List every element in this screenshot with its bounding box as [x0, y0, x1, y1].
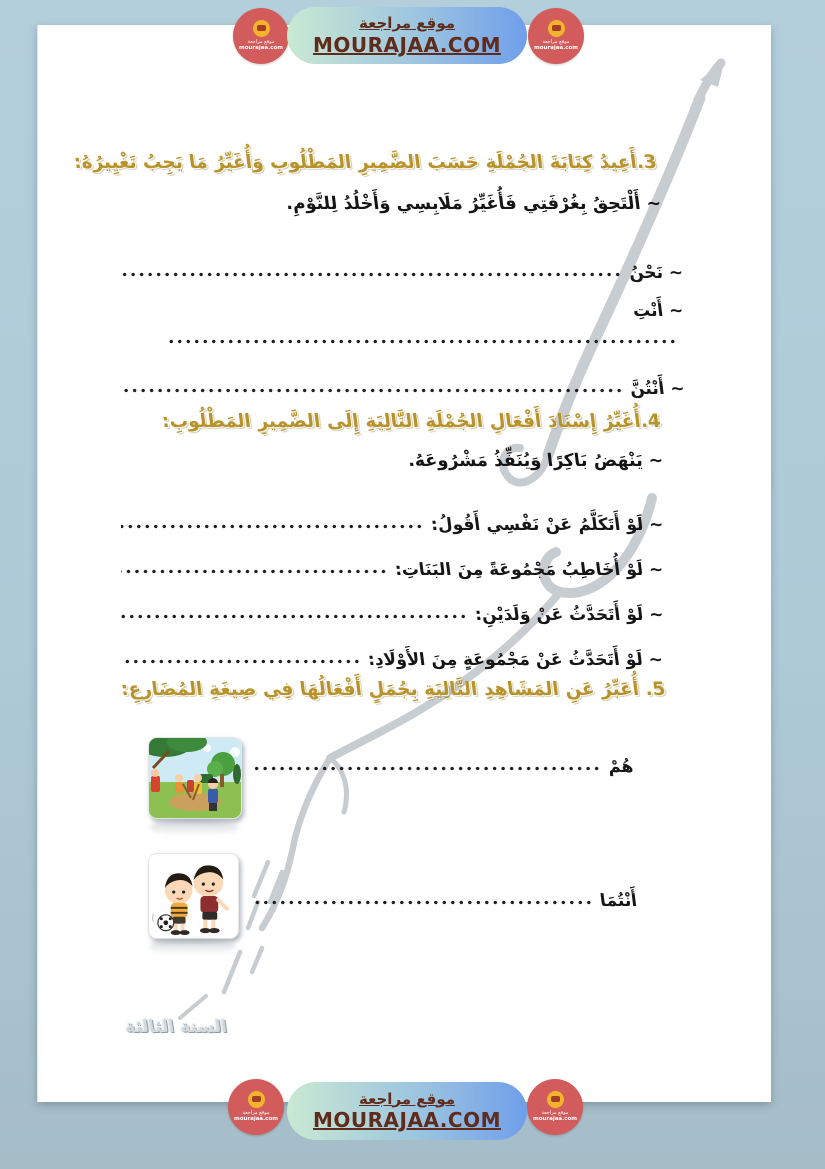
mourajaa-badge — [528, 8, 584, 64]
question-3-sentence: ~ أَلْتَحِقُ بِغُرْفَتِي فَأُغَيِّرُ مَلَابِسِي وَأَخْلُدُ لِلنَّوْمِ. — [284, 194, 663, 214]
badge-site-url: mourajaa.com — [532, 1116, 578, 1123]
site-domain-link[interactable]: MOURAJAA.COM — [313, 32, 501, 57]
park-planting-illustration — [149, 738, 241, 818]
site-domain-link[interactable]: MOURAJAA.COM — [313, 1108, 501, 1133]
answer-row-antunna — [123, 365, 685, 399]
prompt-first-person: ~ لَوْ أَتَكَلَّمُ عَنْ نَفْسِي أَقُولُ: — [429, 515, 665, 535]
answer-row-anti — [633, 287, 683, 321]
badge-site-name: موقع مراجعة — [541, 1109, 569, 1116]
answer-blank-line — [121, 612, 468, 621]
scene-image-park-planting — [148, 737, 242, 819]
badge-site-url: mourajaa.com — [238, 45, 284, 52]
header-banner — [287, 7, 527, 64]
answer-blank-line — [255, 898, 593, 907]
worksheet-page — [37, 25, 771, 1102]
answer-blank-line — [121, 567, 388, 576]
mourajaa-logo-icon — [253, 20, 270, 37]
prompt-girls-group: ~ لَوْ أُخَاطِبُ مَجْمُوعَةً مِنَ البَنَاتِ: — [393, 560, 665, 580]
badge-site-url: mourajaa.com — [533, 45, 579, 52]
site-name-arabic: موقع مراجعة — [358, 14, 456, 33]
question-5-header: 5. أُعَبِّرُ عَنِ المَشَاهِدِ التَّالِيَةِ بِجُمَلٍ أَفْعَالُهَا فِي صِيغَةِ المُضَارِعِ: — [119, 679, 667, 700]
answer-row-boys-group — [121, 636, 663, 670]
mourajaa-badge — [527, 1079, 583, 1135]
prompt-boys-group: ~ لَوْ أَتَحَدَّثُ عَنْ مَجْمُوعَةٍ مِنَ الأَوْلَادِ: — [366, 650, 665, 670]
grade-level-label: السنة الثالثة — [123, 1017, 229, 1037]
pronoun-nahnu: ~ نَحْنُ — [627, 263, 685, 283]
answer-row-two-boys — [121, 591, 663, 625]
badge-site-name: موقع مراجعة — [247, 38, 275, 45]
answer-blank-line — [255, 764, 601, 773]
footer-banner — [287, 1082, 527, 1140]
mourajaa-logo-icon — [548, 20, 565, 37]
scene-image-football-boys — [148, 853, 239, 939]
answer-blank-line — [123, 270, 622, 279]
answer-row-hum — [255, 743, 633, 777]
scene-image-reflection — [150, 939, 235, 955]
scene-image-reflection — [150, 820, 238, 836]
mourajaa-logo-icon — [547, 1091, 564, 1108]
answer-blank-line — [121, 522, 424, 531]
badge-site-name: موقع مراجعة — [242, 1109, 270, 1116]
pronoun-antuma: أَنْتُمَا — [598, 891, 639, 911]
prompt-two-boys: ~ لَوْ أَتَحَدَّثُ عَنْ وَلَدَيْنِ: — [473, 605, 665, 625]
football-boys-illustration — [149, 854, 238, 938]
pronoun-anti: ~ أَنْتِ — [631, 301, 685, 321]
question-3-header: 3.أَعِيدُ كِتَابَةَ الجُمْلَةِ حَسَبَ الضَّمِيرِ المَطْلُوبِ وَأُغَيِّرُ مَا يَجِبُ تَغْيِيرُهُ: — [73, 152, 659, 173]
mourajaa-badge — [233, 8, 289, 64]
answer-row-nahnu — [123, 249, 683, 283]
badge-site-url: mourajaa.com — [233, 1116, 279, 1123]
question-4-header: 4.أُغَيِّرُ إِسْنَادَ أَفْعَالِ الجُمْلَةِ التَّالِيَةِ إِلَى الضَّمِيرِ المَطْلُوبِ: — [161, 411, 663, 432]
answer-blank-line — [121, 657, 361, 666]
badge-site-name: موقع مراجعة — [542, 38, 570, 45]
answer-row-first-person — [121, 501, 663, 535]
answer-blank-line — [123, 386, 623, 395]
pronoun-antunna: ~ أَنْتُنَّ — [629, 379, 687, 399]
pronoun-hum: هُمْ — [606, 757, 635, 777]
site-name-arabic: موقع مراجعة — [358, 1089, 456, 1108]
mourajaa-badge — [228, 1079, 284, 1135]
mourajaa-logo-icon — [248, 1091, 265, 1108]
answer-row-antuma — [255, 877, 637, 911]
question-4-sentence: ~ يَنْهَضُ بَاكِرًا وَيُنَفِّذُ مَشْرُوعَهُ. — [406, 451, 665, 471]
answer-row-girls-group — [121, 546, 663, 580]
answer-blank-line — [165, 337, 677, 346]
